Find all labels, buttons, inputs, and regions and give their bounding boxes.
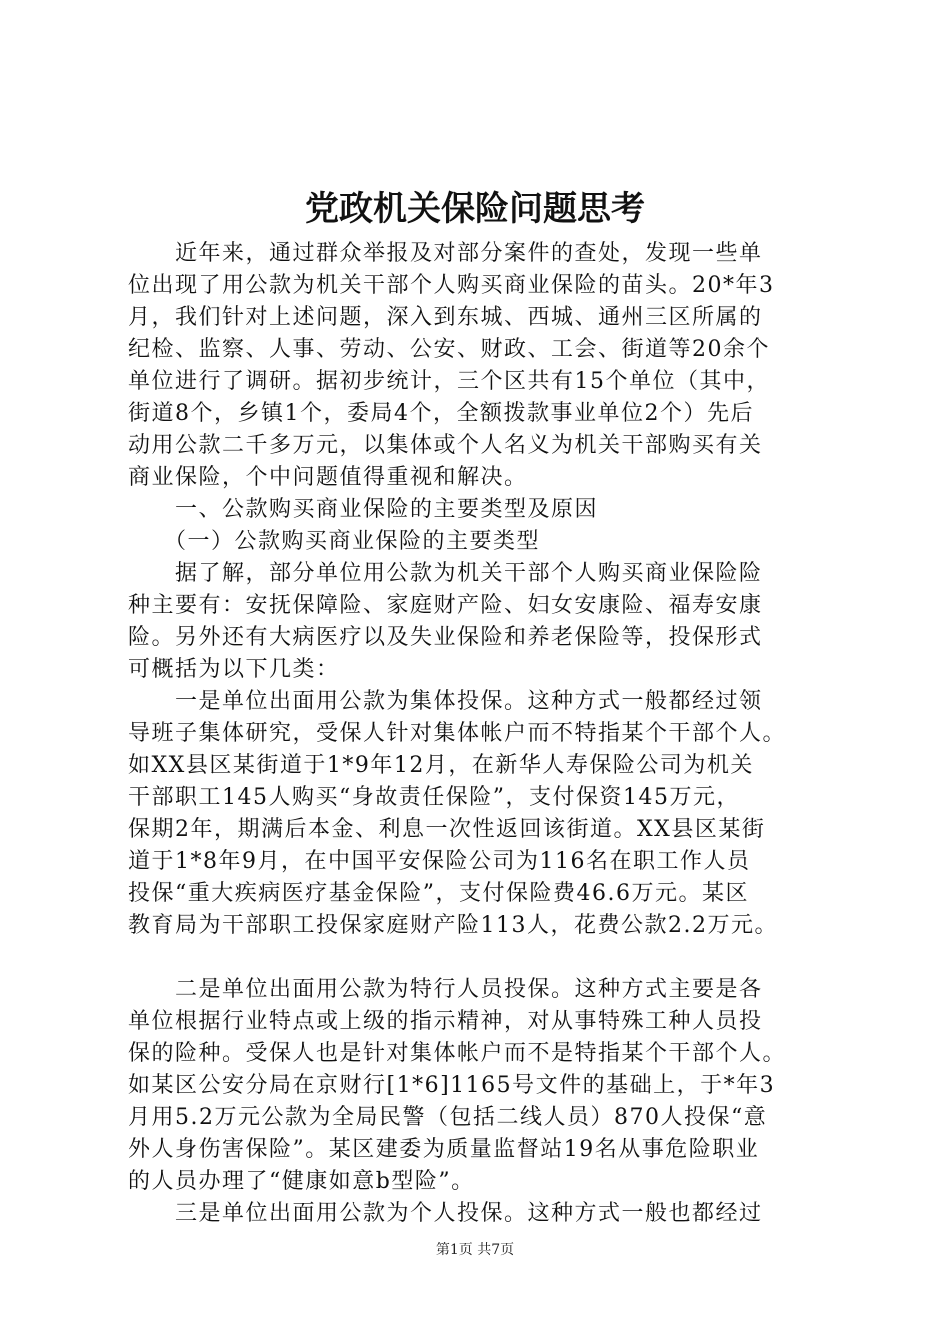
body-line: 导班子集体研究，受保人针对集体帐户而不特指某个干部个人。 [128,721,787,746]
document-title: 党政机关保险问题思考 [305,189,645,229]
body-line: 种主要有：安抚保障险、家庭财产险、妇女安康险、福寿安康 [128,593,763,618]
body-line: 教育局为干部职工投保家庭财产险113人，花费公款2.2万元。 [128,913,778,938]
body-line: 可概括为以下几类： [128,657,340,682]
subsection-heading: （一）公款购买商业保险的主要类型 [128,529,541,554]
body-line: 如某区公安分局在京财行[1*6]1165号文件的基础上，于*年3 [128,1073,776,1098]
body-line: 单位进行了调研。据初步统计，三个区共有15个单位（其中， [128,369,770,394]
body-line: 道于1*8年9月，在中国平安保险公司为116名在职工作人员 [128,849,751,874]
body-line: 近年来，通过群众举报及对部分案件的查处，发现一些单 [128,241,763,266]
body-line: 外人身伤害保险”。某区建委为质量监督站19名从事危险职业 [128,1137,760,1162]
body-line: 二是单位出面用公款为特行人员投保。这种方式主要是各 [128,977,763,1002]
body-line: 商业保险，个中问题值得重视和解决。 [128,465,528,490]
body-line: 纪检、监察、人事、劳动、公安、财政、工会、街道等20余个 [128,337,770,362]
body-line: 投保“重大疾病医疗基金保险”，支付保险费46.6万元。某区 [128,881,749,906]
body-line: 保的险种。受保人也是针对集体帐户而不是特指某个干部个人。 [128,1041,787,1066]
body-line: 险。另外还有大病医疗以及失业保险和养老保险等，投保形式 [128,625,763,650]
body-line: 的人员办理了“健康如意b型险”。 [128,1169,475,1194]
body-line: 月，我们针对上述问题，深入到东城、西城、通州三区所属的 [128,305,763,330]
body-line: 街道8个，乡镇1个，委局4个，全额拨款事业单位2个）先后 [128,401,754,426]
body-line: 三是单位出面用公款为个人投保。这种方式一般也都经过 [128,1201,763,1226]
body-line: 据了解，部分单位用公款为机关干部个人购买商业保险险 [128,561,763,586]
body-line: 月用5.2万元公款为全局民警（包括二线人员）870人投保“意 [128,1105,768,1130]
section-heading: 一、公款购买商业保险的主要类型及原因 [128,497,599,522]
body-line: 动用公款二千多万元，以集体或个人名义为机关干部购买有关 [128,433,763,458]
page-number-footer: 第1页 共7页 [435,1242,515,1258]
body-line: 保期2年，期满后本金、利息一次性返回该街道。XX县区某街 [128,817,766,842]
body-line: 位出现了用公款为机关干部个人购买商业保险的苗头。20*年3 [128,273,775,298]
body-line: 干部职工145人购买“身故责任保险”，支付保资145万元， [128,785,740,810]
body-line: 如XX县区某街道于1*9年12月，在新华人寿保险公司为机关 [128,753,754,778]
body-line: 一是单位出面用公款为集体投保。这种方式一般都经过领 [128,689,763,714]
body-line: 单位根据行业特点或上级的指示精神，对从事特殊工种人员投 [128,1009,763,1034]
